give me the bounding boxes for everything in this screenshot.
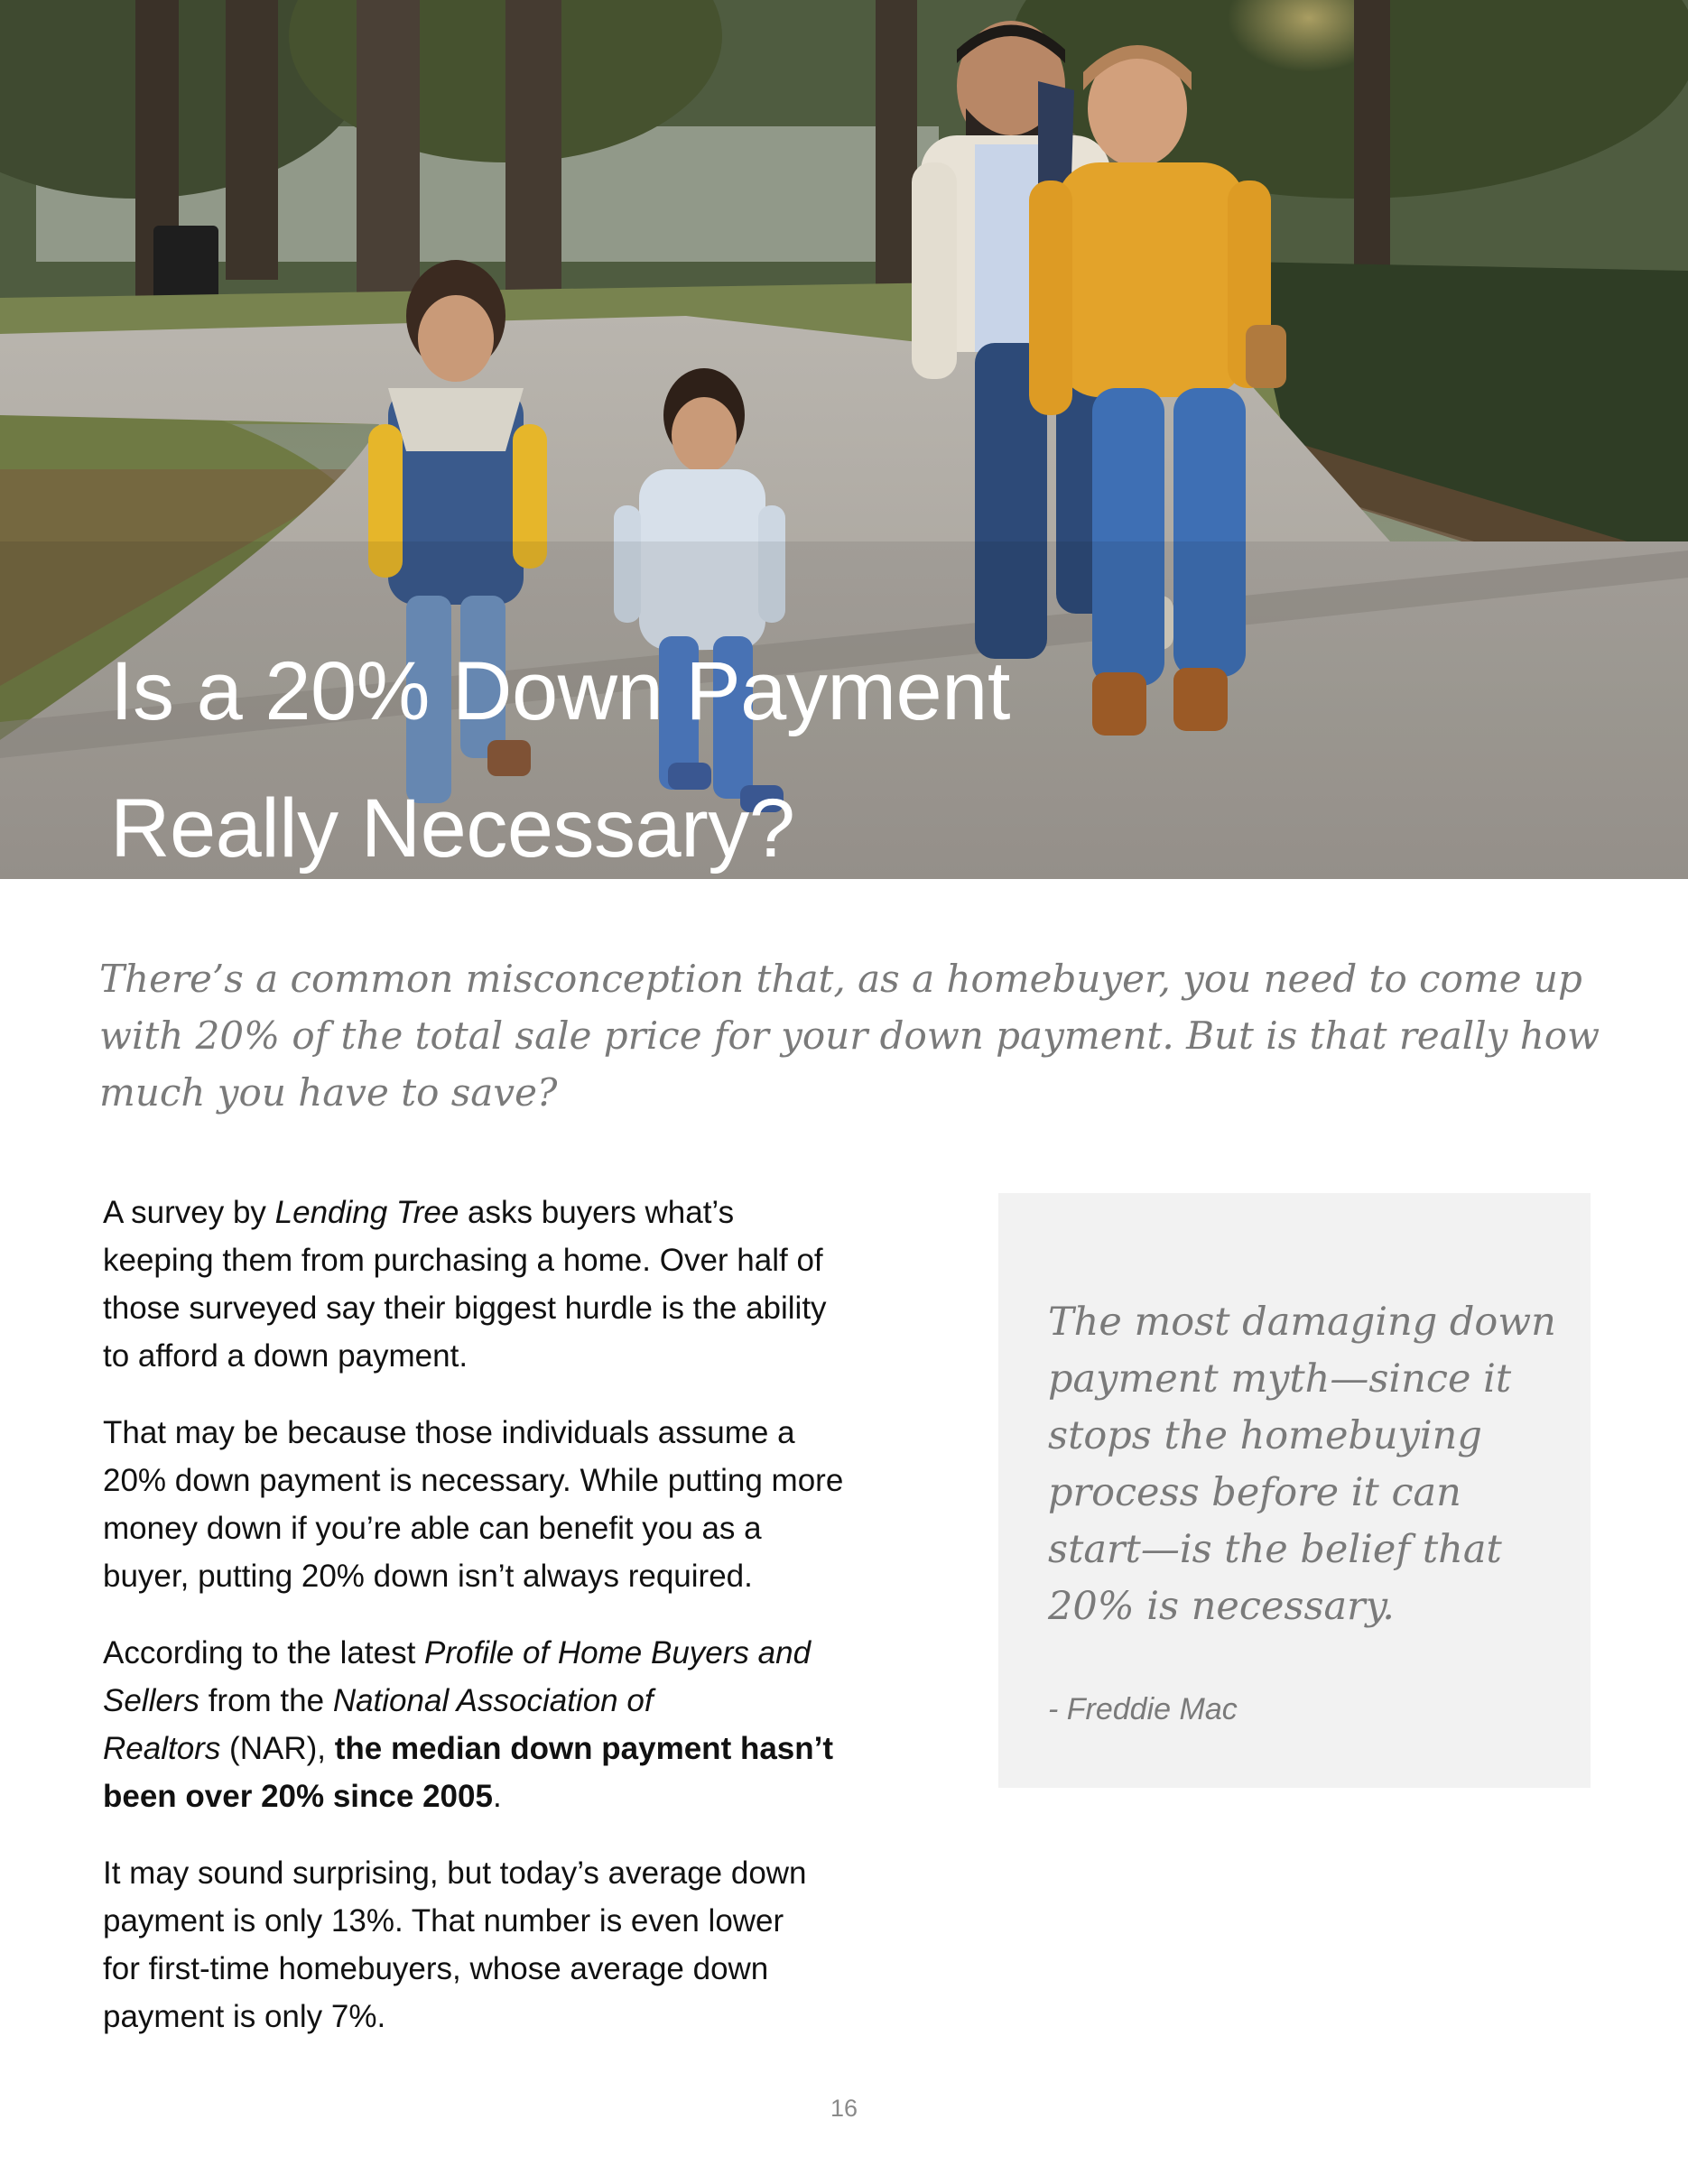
body-line — [103, 1772, 942, 1820]
quote-attribution: - Freddie Mac — [1048, 1692, 1238, 1726]
quote-line: 20% is necessary. — [1048, 1584, 1395, 1629]
quote-line: stops the homebuying — [1048, 1413, 1482, 1458]
organization-name: Realtors — [103, 1731, 221, 1766]
text-run: A survey by — [103, 1195, 275, 1230]
body-line: to afford a down payment. — [103, 1338, 468, 1374]
body-line: those surveyed say their biggest hurdle is the ability — [103, 1291, 827, 1326]
quote-line: payment myth—since it — [1048, 1356, 1512, 1402]
pull-quote-text — [1048, 1294, 1556, 1635]
text-run: from the — [199, 1683, 333, 1718]
source-name: Lending Tree — [274, 1195, 459, 1230]
publication-title: Profile of Home Buyers and — [424, 1635, 812, 1670]
body-line: for first-time homebuyers, whose average down — [103, 1951, 769, 1986]
intro-paragraph — [99, 950, 1600, 1121]
body-line — [103, 1629, 942, 1677]
body-paragraph-2 — [103, 1409, 942, 1600]
body-line: money down if you’re able can benefit you as a — [103, 1511, 762, 1546]
body-paragraph-4 — [103, 1849, 942, 2041]
intro-line: much you have to save? — [99, 1070, 558, 1115]
quote-line: start—is the belief that — [1048, 1527, 1502, 1572]
page-title — [110, 623, 1193, 879]
text-run: (NAR), — [220, 1731, 335, 1766]
body-line: keeping them from purchasing a home. Over half of — [103, 1243, 823, 1278]
body-paragraph-3 — [103, 1629, 942, 1820]
body-line — [103, 1189, 942, 1236]
body-paragraph-1 — [103, 1189, 942, 1380]
organization-name: National Association of — [332, 1683, 654, 1718]
body-line — [103, 1725, 942, 1772]
body-line — [103, 1677, 942, 1725]
body-line: payment is only 7%. — [103, 1999, 386, 2034]
body-line: It may sound surprising, but today’s average down — [103, 1855, 807, 1891]
quote-line: The most damaging down — [1048, 1300, 1556, 1345]
title-line-2: Really Necessary? — [110, 782, 795, 875]
quote-line: process before it can — [1048, 1470, 1461, 1515]
highlight-text: been over 20% since 2005 — [103, 1779, 493, 1814]
page-number: 16 — [830, 2095, 858, 2122]
title-line-1: Is a 20% Down Payment — [110, 645, 1010, 737]
body-line: 20% down payment is necessary. While putting more — [103, 1463, 844, 1498]
text-run: . — [492, 1779, 502, 1814]
hero-section — [0, 0, 1688, 879]
intro-line: There’s a common misconception that, as a homebuyer, you need to come up — [99, 957, 1582, 1001]
pull-quote-box — [998, 1193, 1591, 1788]
text-run: asks buyers what’s — [459, 1195, 735, 1230]
body-line: payment is only 13%. That number is even lower — [103, 1903, 784, 1939]
publication-title: Sellers — [103, 1683, 199, 1718]
body-line: buyer, putting 20% down isn’t always required. — [103, 1559, 753, 1594]
text-run: According to the latest — [103, 1635, 425, 1670]
intro-line: with 20% of the total sale price for your down payment. But is that really how — [99, 1013, 1600, 1058]
body-line: That may be because those individuals assume a — [103, 1415, 795, 1450]
highlight-text: the median down payment hasn’t — [334, 1731, 834, 1766]
body-column — [103, 1189, 942, 2069]
